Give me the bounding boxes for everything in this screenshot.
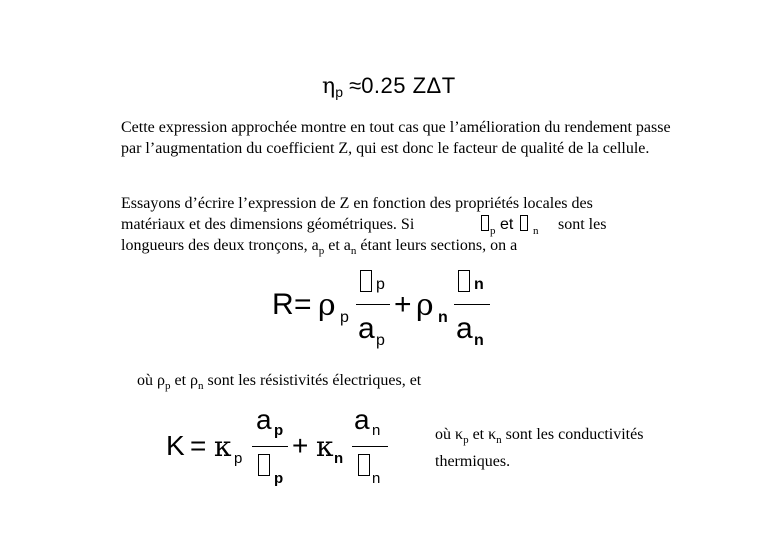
para2-line2 — [121, 214, 681, 235]
eta-subscript: p — [335, 84, 343, 100]
para4-line2: thermiques. — [435, 453, 511, 470]
equation-resistance — [270, 268, 500, 352]
para4-sub-p: p — [463, 434, 469, 446]
para2-line3-sub-n: n — [350, 245, 357, 257]
para2-line3-c: étant leurs sections, on a — [356, 237, 518, 254]
para4-a: où — [435, 426, 455, 443]
equals-sign: = — [294, 288, 312, 321]
fraction-bar-n — [454, 304, 490, 305]
kappa-p-subscript: p — [234, 450, 243, 467]
length-n-numerator — [458, 270, 470, 292]
length-n-subscript: n — [533, 225, 539, 237]
length-n-denominator — [358, 454, 370, 476]
approx-symbol: ≈ — [349, 73, 362, 98]
para3-c: sont les résistivités électriques, et — [203, 372, 422, 389]
para2-line1: Essayons d’écrire l’expression de Z en fonction des propriétés locales des — [121, 195, 593, 212]
fraction-bar-kp — [252, 446, 288, 447]
length-p-den-subscript: p — [274, 470, 284, 487]
rho-p: ρ — [318, 288, 336, 323]
rho-p-subscript: p — [340, 309, 349, 326]
length-p-numerator — [360, 270, 372, 292]
length-n-den-subscript: n — [372, 470, 381, 487]
inline-et: et — [500, 216, 514, 233]
rho-n-subscript: n — [438, 309, 448, 326]
para2-line2-end: sont les — [558, 216, 607, 233]
kappa-n: κ — [316, 430, 334, 463]
area-p-numerator: a — [256, 404, 272, 435]
para2-line3-sub-p: p — [318, 245, 325, 257]
area-n-num-subscript: n — [372, 422, 381, 439]
area-p-subscript: p — [376, 332, 385, 349]
para2-line3-b: et a — [324, 237, 351, 254]
para4-c: sont les conductivités — [501, 426, 644, 443]
area-n-numerator: a — [354, 404, 370, 435]
length-n-box — [520, 215, 528, 231]
resistance-lhs: R — [272, 288, 294, 321]
paragraph-expression: Cette expression approchée montre en tout cas que l’amélioration du rendement passe par l’augmentation du coefficient Z, qui est donc le facteur de qualité de la cellule. — [121, 119, 671, 157]
paragraph-resistivities — [137, 370, 421, 397]
para2-line3-a: longueurs des deux tronçons, a — [121, 237, 319, 254]
fraction-bar-kn — [352, 446, 388, 447]
para4-kappa-p: κ — [455, 426, 464, 443]
para4-b: et — [468, 426, 489, 443]
rho-n: ρ — [416, 288, 434, 323]
para3-a: où — [137, 372, 157, 389]
para4-sub-n: n — [496, 434, 502, 446]
paragraph-essayons — [121, 193, 681, 262]
length-p-num-subscript: p — [376, 276, 385, 293]
para4-kappa-n: κ — [488, 426, 497, 443]
para3-rho-n: ρ — [190, 372, 199, 389]
length-n-num-subscript: n — [474, 276, 484, 293]
area-p-num-subscript: p — [274, 422, 284, 439]
plus-sign-k: + — [292, 430, 309, 461]
para3-b: et — [170, 372, 191, 389]
para2-line3 — [121, 235, 681, 262]
area-n-subscript: n — [474, 332, 484, 349]
plus-sign: + — [394, 288, 412, 321]
kappa-p: κ — [214, 430, 232, 463]
para3-sub-n: n — [198, 380, 204, 392]
paragraph-conductivities — [435, 424, 643, 472]
length-p-subscript: p — [490, 225, 496, 237]
length-p-denominator — [258, 454, 270, 476]
equation-conductance — [166, 404, 396, 494]
equation-efficiency — [322, 72, 456, 106]
equals-sign-k: = — [190, 430, 207, 461]
kappa-n-subscript: n — [334, 450, 344, 467]
para2-line2-start: matériaux et des dimensions géométriques. Si — [121, 216, 415, 233]
para3-rho-p: ρ — [157, 372, 165, 389]
length-p-box — [481, 215, 489, 231]
equation-rhs: 0.25 ZΔT — [361, 73, 456, 98]
eta-symbol: η — [322, 74, 336, 99]
area-n: a — [456, 312, 473, 345]
para4-line1 — [435, 424, 643, 451]
fraction-bar-p — [356, 304, 390, 305]
area-p: a — [358, 312, 375, 345]
para3-sub-p: p — [164, 380, 171, 392]
conductance-lhs: K — [166, 430, 185, 461]
